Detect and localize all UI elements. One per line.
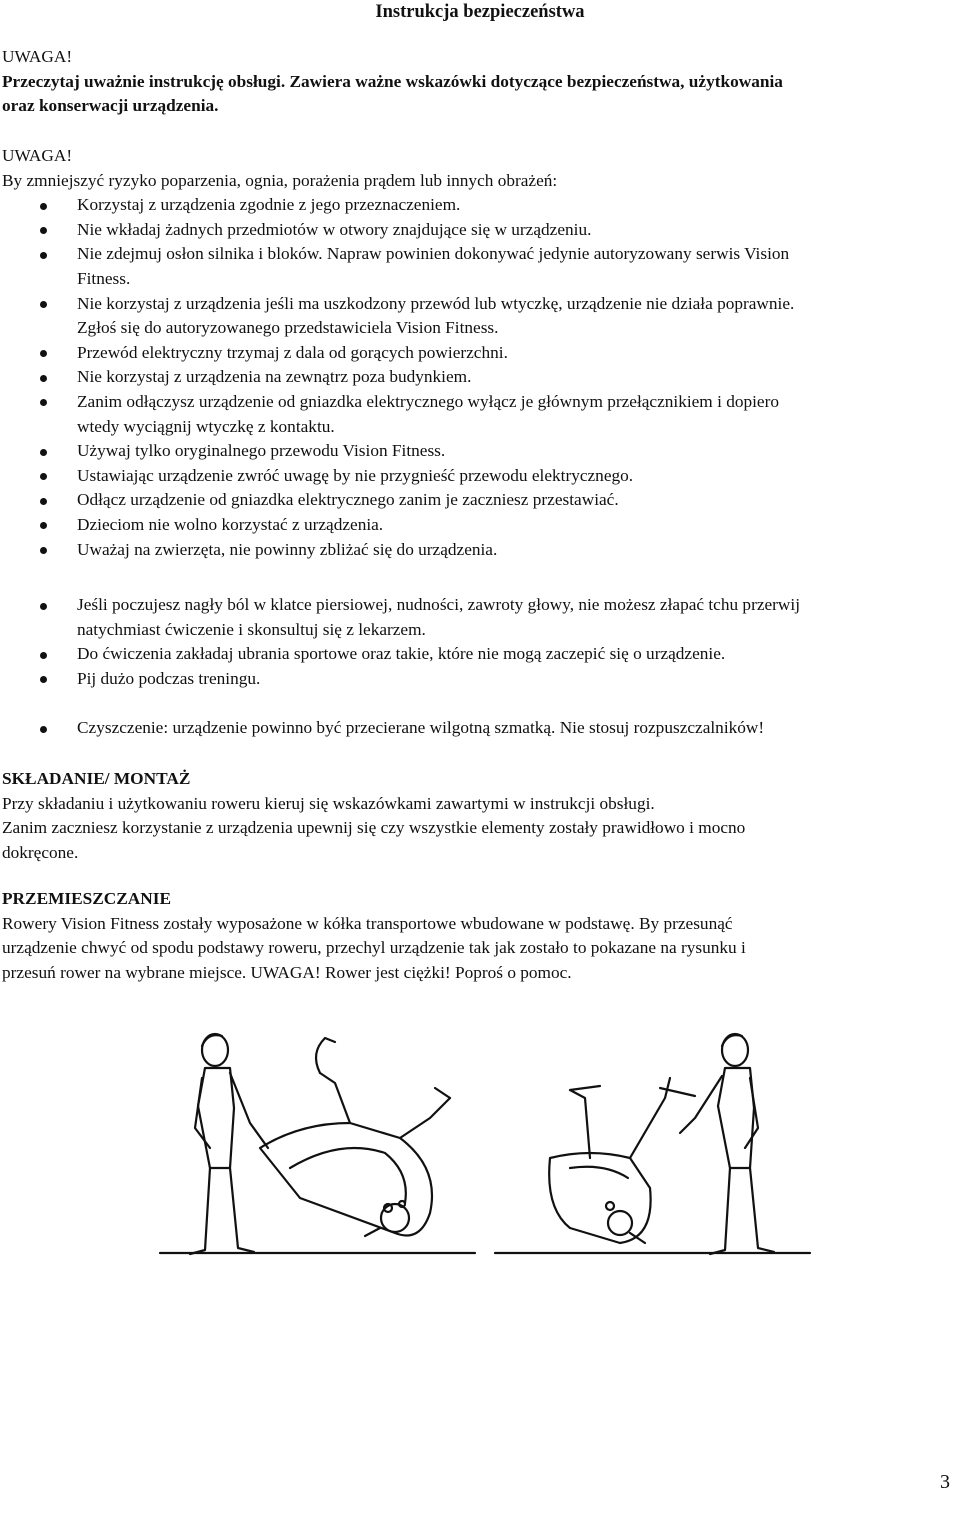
- bullet-text-line: Pij dużo podczas treningu.: [77, 668, 261, 688]
- warning-label: UWAGA!: [2, 146, 73, 165]
- bullet-dot-icon: [40, 252, 47, 259]
- bullet-item: [2, 513, 956, 538]
- bullet-dot-icon: [40, 350, 47, 357]
- bullet-item: [2, 439, 956, 464]
- warning-label: UWAGA!: [2, 47, 73, 66]
- bullet-item: [2, 593, 956, 642]
- bullet-text-line: Dzieciom nie wolno korzystać z urządzenia.: [77, 514, 384, 534]
- bullet-item: [2, 538, 956, 563]
- person-left-figure: [190, 1034, 268, 1254]
- moving-heading: PRZEMIESZCZANIE: [2, 889, 172, 908]
- bullet-text-line: Korzystaj z urządzenia zgodnie z jego przeznaczeniem.: [77, 195, 461, 215]
- assembly-line: dokręcone.: [2, 842, 79, 862]
- safety-bullet-list: [2, 193, 956, 562]
- assembly-line: Zanim zaczniesz korzystanie z urządzenia upewnij się czy wszystkie elementy zostały prawidłowo i mocno: [2, 818, 746, 838]
- cleaning-bullet-list: [2, 716, 956, 741]
- warning-intro-block: [2, 45, 956, 119]
- bullet-text-line: Nie korzystaj z urządzenia jeśli ma uszkodzony przewód lub wtyczkę, urządzenie nie działa poprawnie.: [77, 293, 795, 313]
- bullet-text-line: Przewód elektryczny trzymaj z dala od gorących powierzchni.: [77, 342, 508, 362]
- moving-section: [2, 887, 956, 985]
- page-number: 3: [940, 1471, 950, 1493]
- bullet-dot-icon: [40, 652, 47, 659]
- safety-warning-block: [2, 144, 956, 562]
- health-block: [2, 593, 956, 691]
- bullet-text-line: Do ćwiczenia zakładaj ubrania sportowe oraz takie, które nie mogą zaczepić się o urządzenie.: [77, 644, 726, 664]
- bullet-dot-icon: [40, 473, 47, 480]
- moving-bike-illustration: [150, 1028, 820, 1263]
- assembly-line: Przy składaniu i użytkowaniu roweru kieruj się wskazówkami zawartymi w instrukcji obsługi.: [2, 793, 655, 813]
- bullet-dot-icon: [40, 522, 47, 529]
- bullet-text-line: Uważaj na zwierzęta, nie powinny zbliżać się do urządzenia.: [77, 539, 498, 559]
- bullet-dot-icon: [40, 449, 47, 456]
- warning-intro: By zmniejszyć ryzyko poparzenia, ognia, porażenia prądem lub innych obrażeń:: [2, 170, 558, 190]
- bullet-item: [2, 716, 956, 741]
- bullet-dot-icon: [40, 399, 47, 406]
- bullet-dot-icon: [40, 203, 47, 210]
- bullet-text-line: Używaj tylko oryginalnego przewodu Vision Fitness.: [77, 441, 446, 461]
- bike-right-upright: [549, 1078, 695, 1243]
- page-title: Instrukcja bezpieczeństwa: [375, 2, 585, 22]
- bullet-item: [2, 242, 956, 291]
- bullet-item: [2, 464, 956, 489]
- bullet-text-line: Nie zdejmuj osłon silnika i bloków. Napraw powinien dokonywać jedynie autoryzowany serwis Vision: [77, 244, 790, 264]
- bullet-text-line: Odłącz urządzenie od gniazdka elektrycznego zanim je zaczniesz przestawiać.: [77, 490, 619, 510]
- bullet-item: [2, 642, 956, 667]
- bullet-text-line: Zanim odłączysz urządzenie od gniazdka elektrycznego wyłącz je głównym przełącznikiem i dopiero: [77, 391, 779, 411]
- bullet-text-line: Nie korzystaj z urządzenia na zewnątrz poza budynkiem.: [77, 367, 472, 387]
- bullet-dot-icon: [40, 227, 47, 234]
- bullet-item: [2, 390, 956, 439]
- warning-text-line: Przeczytaj uważnie instrukcję obsługi. Zawiera ważne wskazówki dotyczące bezpieczeństwa, użytkowania: [2, 71, 783, 91]
- bullet-text-line: natychmiast ćwiczenie i skonsultuj się z lekarzem.: [77, 619, 426, 639]
- assembly-heading: SKŁADANIE/ MONTAŻ: [2, 769, 191, 788]
- bullet-item: [2, 218, 956, 243]
- bullet-item: [2, 667, 956, 692]
- bullet-text-line: Zgłoś się do autoryzowanego przedstawiciela Vision Fitness.: [77, 318, 499, 338]
- bullet-item: [2, 292, 956, 341]
- person-right-figure: [680, 1034, 774, 1254]
- bullet-dot-icon: [40, 726, 47, 733]
- bullet-dot-icon: [40, 375, 47, 382]
- bullet-dot-icon: [40, 547, 47, 554]
- bullet-text-line: Jeśli poczujesz nagły ból w klatce piersiowej, nudności, zawroty głowy, nie możesz złapać tchu przerwij: [77, 595, 801, 614]
- bullet-text-line: Nie wkładaj żadnych przedmiotów w otwory znajdujące się w urządzeniu.: [77, 219, 592, 239]
- bullet-dot-icon: [40, 498, 47, 505]
- bullet-text-line: Fitness.: [77, 268, 131, 288]
- assembly-section: [2, 767, 956, 865]
- bullet-item: [2, 365, 956, 390]
- health-bullet-list: [2, 593, 956, 691]
- bullet-dot-icon: [40, 676, 47, 683]
- bullet-dot-icon: [40, 603, 47, 610]
- bullet-dot-icon: [40, 301, 47, 308]
- moving-line: urządzenie chwyć od spodu podstawy roweru, przechyl urządzenie tak jak zostało to pokazane na rysunku i: [2, 938, 746, 958]
- moving-line: przesuń rower na wybrane miejsce. UWAGA! Rower jest ciężki! Poproś o pomoc.: [2, 962, 572, 982]
- bullet-text-line: Czyszczenie: urządzenie powinno być przecierane wilgotną szmatką. Nie stosuj rozpuszczalników!: [77, 718, 765, 737]
- cleaning-block: [2, 716, 956, 741]
- bullet-item: [2, 341, 956, 366]
- bike-left-tilted: [260, 1038, 450, 1236]
- bullet-item: [2, 488, 956, 513]
- bullet-item: [2, 193, 956, 218]
- moving-line: Rowery Vision Fitness zostały wyposażone w kółka transportowe wbudowane w podstawę. By przesunąć: [2, 913, 733, 933]
- bullet-text-line: wtedy wyciągnij wtyczkę z kontaktu.: [77, 416, 335, 436]
- warning-text-line: oraz konserwacji urządzenia.: [2, 96, 219, 116]
- bullet-text-line: Ustawiając urządzenie zwróć uwagę by nie przygnieść przewodu elektrycznego.: [77, 465, 634, 485]
